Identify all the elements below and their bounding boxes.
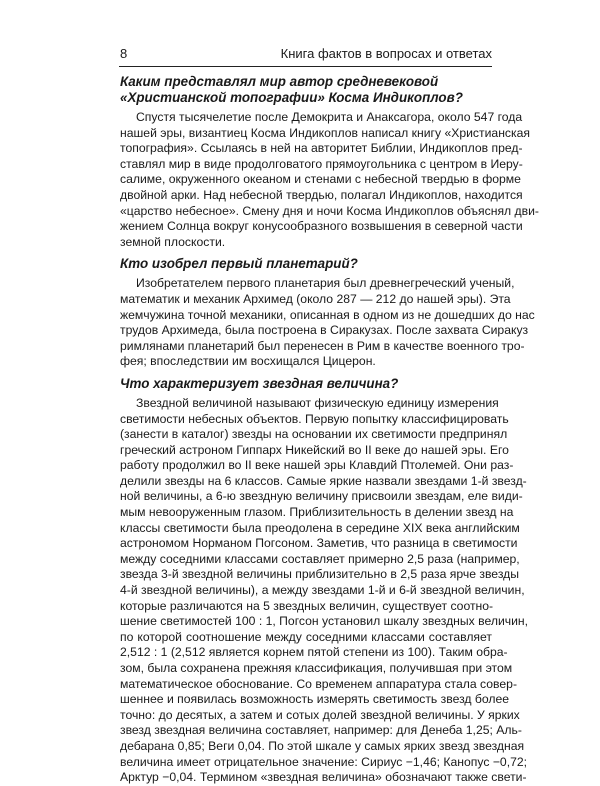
text-line: Изобретателем первого планетария был древнегреческий ученый, bbox=[136, 276, 515, 291]
text-line: (занести в каталог) звезды на основании их светимости предпринял bbox=[120, 427, 508, 442]
header-rule bbox=[119, 66, 492, 67]
text-line: звезда 3-й звездной величины приблизительно в 2,5 раза ярче звезды bbox=[120, 567, 520, 582]
text-line: жением Солнца вокруг конусообразного возвышения в северной части bbox=[120, 219, 523, 234]
text-line: классы светимости была преодолена в середине XIX века английским bbox=[120, 520, 520, 535]
text-line: шение светимостей 100 : 1, Погсон установил шкалу звездных величин, bbox=[120, 614, 529, 629]
question-line: «Христианской топографии» Косма Индикоплов? bbox=[120, 90, 463, 105]
text-line: светимости небесных объектов. Первую попытку классифицировать bbox=[120, 411, 509, 426]
question-heading bbox=[120, 376, 492, 392]
text-line: по которой соотношение между соседними классами составляет bbox=[120, 629, 492, 644]
text-line: двойной арки. Над небесной твердью, полагал Индикоплов, находится bbox=[120, 187, 523, 202]
text-line: 4-й звездной величины), а между звездами 1-й и 6-й звездной величин, bbox=[120, 583, 525, 598]
text-line: зом, была сохранена прежняя классификация, получившая при этом bbox=[120, 661, 513, 675]
text-line: величина имеет отрицательное значение: Сириус −1,46; Канопус −0,72; bbox=[120, 754, 528, 769]
answer-paragraph bbox=[120, 110, 539, 250]
text-line: трудов Архимеда, была построена в Сиракузах. После захвата Сиракуз bbox=[120, 323, 529, 338]
text-line: римлянами планетарий был перенесен в Рим в качестве военного тро- bbox=[120, 338, 525, 353]
page-number: 8 bbox=[120, 46, 128, 61]
text-line: дебарана 0,85; Веги 0,04. По этой шкале у самых ярких звезд звездная bbox=[120, 738, 525, 753]
text-line: точно: до десятых, а затем и сотых долей звездной величины. У ярких bbox=[120, 707, 520, 722]
text-line: Арктур −0,04. Термином «звездная величина» обозначают также свети- bbox=[120, 770, 527, 785]
text-line: 2,512 : 1 (2,512 является корнем пятой степени из 100). Таким обра- bbox=[120, 645, 508, 660]
question-line: Что характеризует звездная величина? bbox=[120, 375, 399, 391]
text-line: фея; впоследствии им восхищался Цицерон. bbox=[120, 354, 376, 369]
text-line: «царство небесное». Смену дня и ночи Косма Индикоплов объяснял дви- bbox=[120, 203, 539, 218]
text-line: ставлял мир в виде продолговатого прямоугольника с центром в Иеру- bbox=[120, 156, 523, 171]
text-line: шеннее и появилась возможность измерять светимость звезд более bbox=[120, 692, 510, 707]
text-line: работу продолжил во II веке нашей эры Клавдий Птолемей. Они раз- bbox=[120, 458, 514, 473]
answer-paragraph bbox=[120, 395, 529, 786]
question-heading bbox=[120, 256, 492, 272]
question-heading bbox=[120, 74, 492, 106]
text-line: нашей эры, византиец Косма Индикоплов написал книгу «Христианская bbox=[120, 125, 530, 140]
text-line: делили звезды на 6 классов. Самые яркие назвали звездами 1-й звезд- bbox=[120, 473, 527, 488]
text-line: астрономом Норманом Погсоном. Заметив, что разница в светимости bbox=[120, 536, 518, 551]
text-line: ной величины, а 6-ю звездную величину присвоили звездам, еле види- bbox=[120, 489, 523, 504]
text-line: земной плоскости. bbox=[120, 234, 226, 249]
text-line: Спустя тысячелетие после Демокрита и Анаксагора, около 547 года bbox=[136, 110, 523, 124]
text-line: которые различаются на 5 звездных величин, существует соотно- bbox=[120, 598, 494, 613]
text-line: салиме, окруженного океаном и стенами с небесной твердью в форме bbox=[120, 172, 521, 187]
text-line: математик и механик Архимед (около 287 — 212 до нашей эры). Эта bbox=[120, 291, 511, 306]
text-line: мым невооруженным глазом. Приблизительность в делении звезд на bbox=[120, 505, 514, 520]
page-content bbox=[120, 74, 539, 786]
text-line: звезд звездная величина составляет, например: для Денеба 1,25; Аль- bbox=[120, 723, 522, 738]
answer-paragraph bbox=[120, 276, 535, 370]
text-line: математическое обоснование. Со временем аппаратура стала совер- bbox=[120, 676, 518, 691]
question-line: Кто изобрел первый планетарий? bbox=[120, 256, 358, 272]
text-line: топография». Ссылаясь в ней на авторитет Библии, Индикоплов пред- bbox=[120, 141, 523, 156]
page-header bbox=[120, 44, 492, 64]
text-line: между соседними классами составляет примерно 2,5 раза (например, bbox=[120, 551, 520, 566]
text-line: греческий астроном Гиппарх Никейский во II веке до нашей эры. Его bbox=[120, 442, 509, 457]
text-line: жемчужина точной механики, описанная в одном из не дошедших до нас bbox=[120, 307, 535, 322]
text-line: Звездной величиной называют физическую единицу измерения bbox=[136, 395, 499, 410]
running-title: Книга фактов в вопросах и ответах bbox=[280, 46, 492, 61]
question-line: Каким представлял мир автор средневековой bbox=[120, 74, 439, 89]
